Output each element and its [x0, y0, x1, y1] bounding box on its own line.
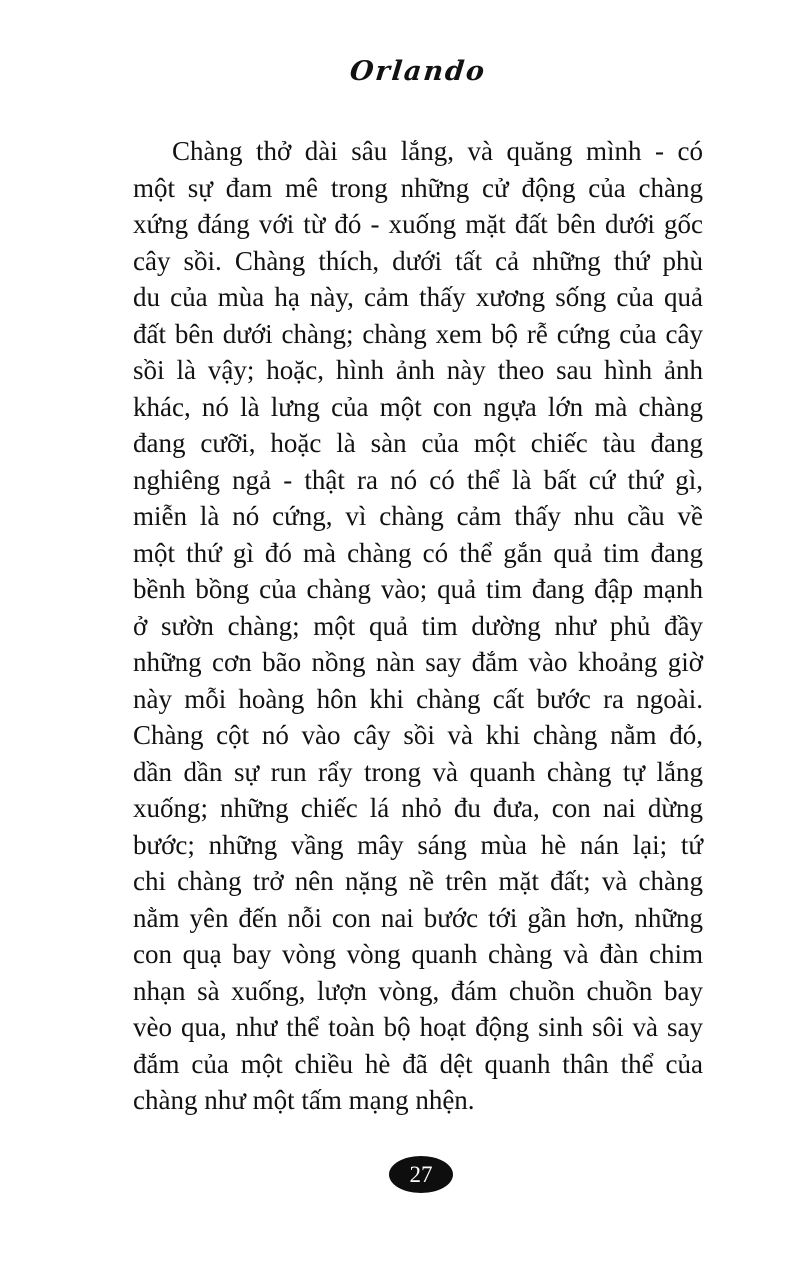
paragraph-line: nằm yên đến nỗi con nai bước tới gần hơn, những — [133, 902, 703, 933]
paragraph-line: du của mùa hạ này, cảm thấy xương sống của quả — [133, 282, 703, 312]
paragraph-line: đang cưỡi, hoặc là sàn của một chiếc tàu đang — [133, 428, 703, 458]
paragraph-line: Chàng thở dài sâu lắng, và quăng mình - có — [172, 136, 703, 166]
paragraph-line: khác, nó là lưng của một con ngựa lớn mà chàng — [133, 391, 703, 422]
paragraph-line: những cơn bão nồng nàn say đắm vào khoảng giờ — [133, 647, 703, 677]
page-number-badge — [389, 1156, 453, 1193]
body-paragraph — [133, 133, 703, 1119]
paragraph-line: này mỗi hoàng hôn khi chàng cất bước ra ngoài. — [133, 683, 703, 714]
paragraph-line: ở sườn chàng; một quả tim dường như phủ đầy — [133, 610, 703, 641]
paragraph-line: bềnh bồng của chàng vào; quả tim đang đập mạnh — [133, 574, 703, 604]
paragraph-line: xứng đáng với từ đó - xuống mặt đất bên dưới gốc — [133, 209, 703, 239]
paragraph-line: xuống; những chiếc lá nhỏ đu đưa, con nai dừng — [133, 793, 703, 823]
paragraph-line: dần dần sự run rẩy trong và quanh chàng tự lắng — [133, 756, 703, 787]
paragraph-line: con quạ bay vòng vòng quanh chàng và đàn chim — [133, 939, 703, 969]
paragraph-line: chi chàng trở nên nặng nề trên mặt đất; và chàng — [133, 866, 703, 896]
paragraph-line: sồi là vậy; hoặc, hình ảnh này theo sau hình ảnh — [133, 355, 703, 385]
paragraph-line: chàng như một tấm mạng nhện. — [133, 1085, 475, 1115]
paragraph-line: đất bên dưới chàng; chàng xem bộ rễ cứng của cây — [133, 318, 703, 349]
paragraph-line: bước; những vầng mây sáng mùa hè nán lại; tứ — [133, 829, 703, 860]
paragraph-line: miễn là nó cứng, vì chàng cảm thấy nhu cầu về — [133, 501, 703, 531]
paragraph-line: đắm của một chiều hè đã dệt quanh thân thể của — [133, 1048, 703, 1079]
paragraph-line: một thứ gì đó mà chàng có thể gắn quả tim đang — [133, 537, 703, 568]
paragraph-line: nghiêng ngả - thật ra nó có thể là bất cứ thứ gì, — [133, 464, 703, 495]
paragraph-line: vèo qua, như thể toàn bộ hoạt động sinh sôi và say — [133, 1012, 703, 1042]
paragraph-line: cây sồi. Chàng thích, dưới tất cả những thứ phù — [133, 245, 703, 276]
paragraph-line: nhạn sà xuống, lượn vòng, đám chuồn chuồn bay — [133, 975, 703, 1006]
running-header-title: Orlando — [348, 56, 488, 87]
paragraph-line: Chàng cột nó vào cây sồi và khi chàng nằm đó, — [133, 720, 703, 750]
page-number: 27 — [409, 1161, 433, 1187]
paragraph-line: một sự đam mê trong những cử động của chàng — [133, 172, 703, 203]
